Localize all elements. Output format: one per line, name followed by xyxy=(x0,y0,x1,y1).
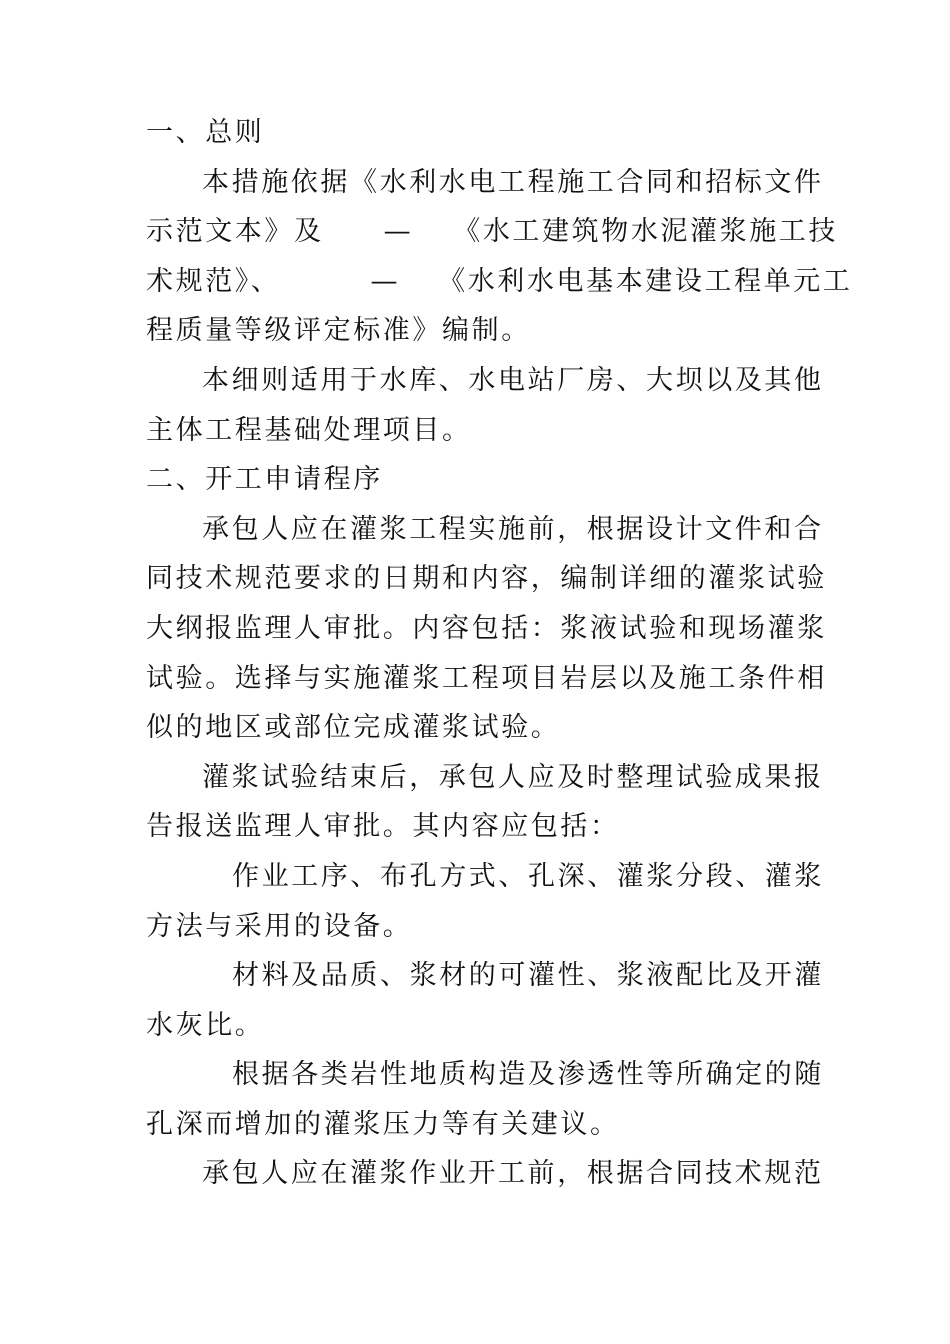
paragraph-line: 根据各类岩性地质构造及渗透性等所确定的随 xyxy=(232,1059,824,1091)
section-heading-start-procedure xyxy=(146,455,806,505)
text-fragment: 《水利水电基本建设工程单元工 xyxy=(438,265,853,297)
text-fragment: 示范文本》及 xyxy=(146,216,324,248)
text-fragment: 《水工建筑物水泥灌浆施工技 xyxy=(453,216,839,248)
section-heading-general xyxy=(146,108,806,158)
paragraph-line: 承包人应在灌浆作业开工前，根据合同技术规范 xyxy=(202,1158,824,1190)
heading-text: 一、总则 xyxy=(146,117,265,148)
paragraph-line: 水灰比。 xyxy=(146,1009,265,1041)
paragraph-line: 似的地区或部位完成灌浆试验。 xyxy=(146,712,561,744)
paragraph-line: 同技术规范要求的日期和内容，编制详细的灌浆试验 xyxy=(146,563,827,595)
paragraph-line: 本细则适用于水库、水电站厂房、大坝以及其他 xyxy=(202,364,824,396)
paragraph-before-start xyxy=(146,1149,824,1199)
paragraph-line: 大纲报监理人审批。内容包括：浆液试验和现场灌浆 xyxy=(146,612,827,644)
paragraph-line: 告报送监理人审批。其内容应包括： xyxy=(146,811,620,843)
paragraph-line xyxy=(146,257,853,307)
paragraph-line xyxy=(146,207,839,257)
paragraph-test-report xyxy=(146,753,824,852)
heading-text: 二、开工申请程序 xyxy=(146,464,383,496)
paragraph-line: 程质量等级评定标准》编制。 xyxy=(146,315,531,347)
paragraph-basis xyxy=(146,158,853,356)
paragraph-line: 承包人应在灌浆工程实施前，根据设计文件和合 xyxy=(202,513,824,545)
paragraph-scope xyxy=(146,356,824,455)
paragraph-line: 本措施依据《水利水电工程施工合同和招标文件 xyxy=(202,166,824,198)
list-item-pressure xyxy=(146,1050,824,1149)
paragraph-line: 主体工程基础处理项目。 xyxy=(146,414,472,446)
text-fragment: 术规范》、 xyxy=(146,265,281,297)
list-item-materials xyxy=(146,951,824,1050)
document-body xyxy=(146,108,853,1199)
dash-mark: — xyxy=(370,265,401,297)
paragraph-line: 灌浆试验结束后，承包人应及时整理试验成果报 xyxy=(202,761,824,793)
paragraph-line: 孔深而增加的灌浆压力等有关建议。 xyxy=(146,1108,620,1140)
paragraph-test-outline xyxy=(146,505,827,753)
paragraph-line: 作业工序、布孔方式、孔深、灌浆分段、灌浆 xyxy=(232,860,824,892)
paragraph-line: 试验。选择与实施灌浆工程项目岩层以及施工条件相 xyxy=(146,662,827,694)
paragraph-line: 材料及品质、浆材的可灌性、浆液配比及开灌 xyxy=(232,960,824,992)
list-item-procedure xyxy=(146,852,824,951)
paragraph-line: 方法与采用的设备。 xyxy=(146,910,413,942)
dash-mark: — xyxy=(383,216,414,248)
